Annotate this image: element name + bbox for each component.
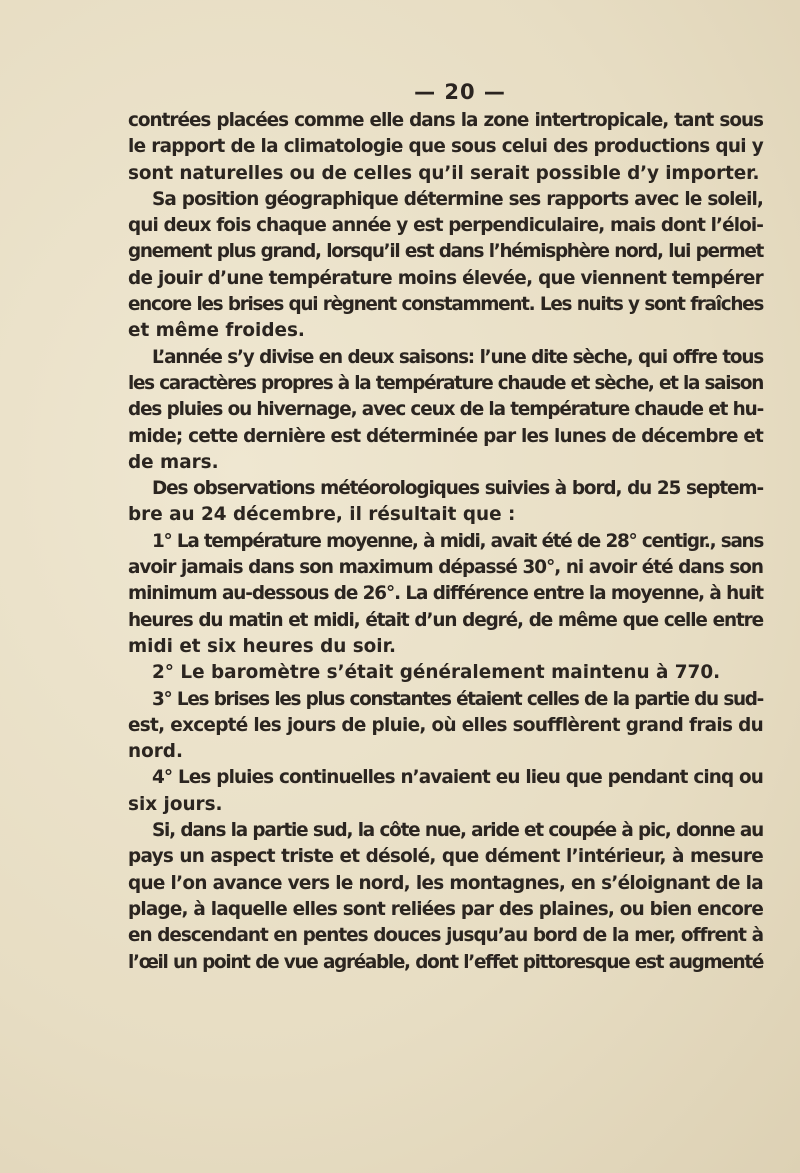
text-line: gnement plus grand, lorsqu’il est dans l’hémisphère nord, lui permet (128, 241, 763, 263)
body-text (128, 108, 763, 976)
text-line: Si, dans la partie sud, la côte nue, aride et coupée à pic, donne au (152, 820, 763, 842)
text-line: avoir jamais dans son maximum dépassé 30°, ni avoir été dans son (128, 557, 763, 579)
text-line: bre au 24 décembre, il résultait que : (128, 504, 516, 526)
text-line: mide; cette dernière est déterminée par les lunes de décembre et (128, 425, 763, 447)
text-line: nord. (128, 741, 183, 763)
text-line: 4° Les pluies continuelles n’avaient eu lieu que pendant cinq ou (152, 767, 763, 789)
text-line: de jouir d’une température moins élevée, que viennent tempérer (128, 267, 763, 289)
text-line: 2° Le baromètre s’était généralement maintenu à 770. (152, 662, 721, 684)
text-line: des pluies ou hivernage, avec ceux de la température chaude et hu- (128, 399, 764, 421)
text-line: l’œil un point de vue agréable, dont l’effet pittoresque est augmenté (128, 951, 763, 973)
page-number: — 20 — (414, 80, 506, 104)
text-line: en descendant en pentes douces jusqu’au bord de la mer, offrent à (128, 925, 763, 947)
text-line: sont naturelles ou de celles qu’il serait possible d’y importer. (128, 162, 760, 184)
text-line: Sa position géographique détermine ses rapports avec le soleil, (152, 188, 763, 210)
text-line: encore les brises qui règnent constamment. Les nuits y sont fraîches (128, 294, 763, 316)
text-line: plage, à laquelle elles sont reliées par des plaines, ou bien encore (128, 898, 763, 920)
text-line: minimum au-dessous de 26°. La différence entre la moyenne, à huit (128, 583, 763, 605)
text-line: et même froides. (128, 320, 305, 342)
text-line: que l’on avance vers le nord, les montagnes, en s’éloignant de la (128, 872, 763, 894)
text-line: Des observations météorologiques suivies à bord, du 25 septem- (152, 478, 763, 500)
text-line: heures du matin et midi, était d’un degré, de même que celle entre (128, 609, 763, 631)
text-line: le rapport de la climatologie que sous celui des productions qui y (128, 136, 763, 158)
text-line: les caractères propres à la température chaude et sèche, et la saison (128, 372, 763, 394)
text-line: contrées placées comme elle dans la zone intertropicale, tant sous (128, 110, 763, 131)
text-line: de mars. (128, 451, 219, 473)
text-line: L’année s’y divise en deux saisons: l’une dite sèche, qui offre tous (152, 346, 763, 368)
text-line: 3° Les brises les plus constantes étaient celles de la partie du sud- (152, 688, 763, 710)
text-line: qui deux fois chaque année y est perpendiculaire, mais dont l’éloi- (128, 215, 763, 237)
text-line: est, excepté les jours de pluie, où elles soufflèrent grand frais du (128, 714, 763, 736)
text-line: six jours. (128, 793, 223, 815)
text-line: 1° La température moyenne, à midi, avait été de 28° centigr., sans (152, 530, 763, 552)
text-line: pays un aspect triste et désolé, que dément l’intérieur, à mesure (128, 846, 763, 868)
text-line: midi et six heures du soir. (128, 635, 397, 657)
